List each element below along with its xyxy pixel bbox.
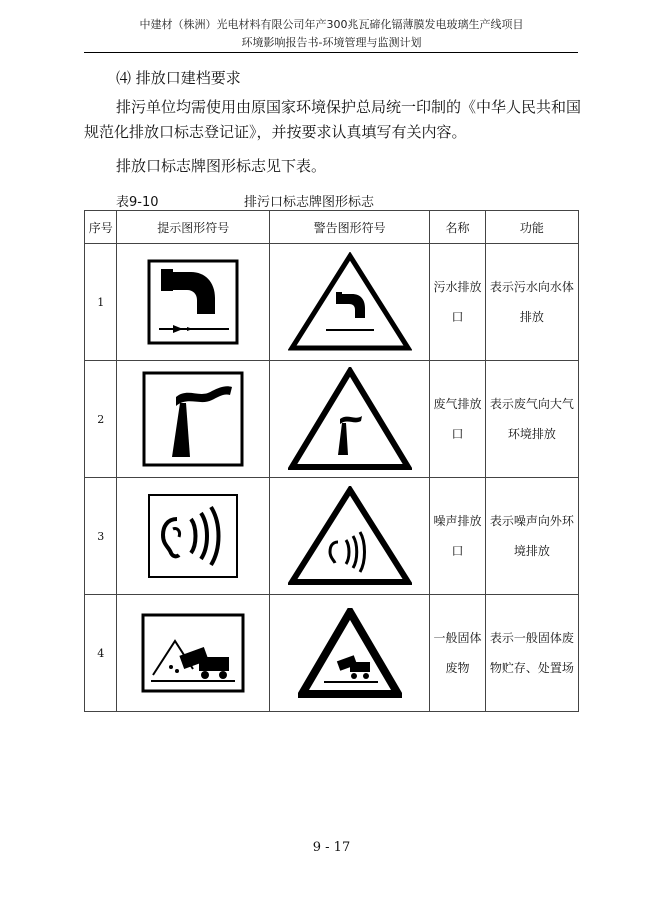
table-row <box>85 478 579 595</box>
hint-symbol-cell <box>117 478 270 595</box>
noise-outlet-icon <box>147 493 239 579</box>
table-header-row <box>85 211 579 244</box>
col-header-hint: 提示图形符号 <box>117 211 270 244</box>
page-number: 9 - 17 <box>312 840 351 855</box>
exhaust-gas-outlet-icon <box>142 371 244 467</box>
row-number: 3 <box>85 478 117 595</box>
header-subtitle: 环境影响报告书-环境管理与监测计划 <box>241 36 422 49</box>
row-name: 一般固体废物 <box>430 595 486 712</box>
row-name: 污水排放口 <box>430 244 486 361</box>
outlet-sign-table <box>84 210 579 712</box>
hint-symbol-cell <box>117 361 270 478</box>
noise-warning-icon <box>288 486 412 586</box>
col-header-warning: 警告图形符号 <box>270 211 430 244</box>
warning-symbol-cell <box>270 244 430 361</box>
row-function: 表示污水向水体排放 <box>485 244 578 361</box>
section-heading: ⑷ 排放口建档要求 <box>116 69 241 87</box>
row-function: 表示废气向大气环境排放 <box>485 361 578 478</box>
row-number: 4 <box>85 595 117 712</box>
table-row <box>85 595 579 712</box>
warning-symbol-cell <box>270 478 430 595</box>
table-caption-number: 表9-10 <box>116 195 159 210</box>
solid-waste-warning-icon <box>298 608 402 698</box>
section-body: 排污单位均需使用由原国家环境保护总局统一印制的《中华人民共和国规范化排放口标志登记证》，并按要求认真填写有关内容。 <box>84 98 582 141</box>
row-number: 1 <box>85 244 117 361</box>
exhaust-gas-warning-icon <box>288 367 412 471</box>
hint-symbol-cell <box>117 595 270 712</box>
section-note: 排放口标志牌图形标志见下表。 <box>116 157 327 175</box>
col-header-name: 名称 <box>430 211 486 244</box>
hint-symbol-cell <box>117 244 270 361</box>
solid-waste-icon <box>141 613 245 693</box>
header-title: 中建材（株洲）光电材料有限公司年产300兆瓦碲化镉薄膜发电玻璃生产线项目 <box>139 18 524 31</box>
row-name: 噪声排放口 <box>430 478 486 595</box>
col-header-no: 序号 <box>85 211 117 244</box>
col-header-function: 功能 <box>485 211 578 244</box>
header-rule <box>84 52 578 53</box>
warning-symbol-cell <box>270 361 430 478</box>
wastewater-warning-icon <box>288 252 412 352</box>
row-function: 表示噪声向外环境排放 <box>485 478 578 595</box>
row-function: 表示一般固体废物贮存、处置场 <box>485 595 578 712</box>
row-number: 2 <box>85 361 117 478</box>
table-row <box>85 361 579 478</box>
wastewater-outlet-icon <box>147 259 239 345</box>
row-name: 废气排放口 <box>430 361 486 478</box>
table-row <box>85 244 579 361</box>
table-caption-title: 排污口标志牌图形标志 <box>244 195 375 210</box>
warning-symbol-cell <box>270 595 430 712</box>
